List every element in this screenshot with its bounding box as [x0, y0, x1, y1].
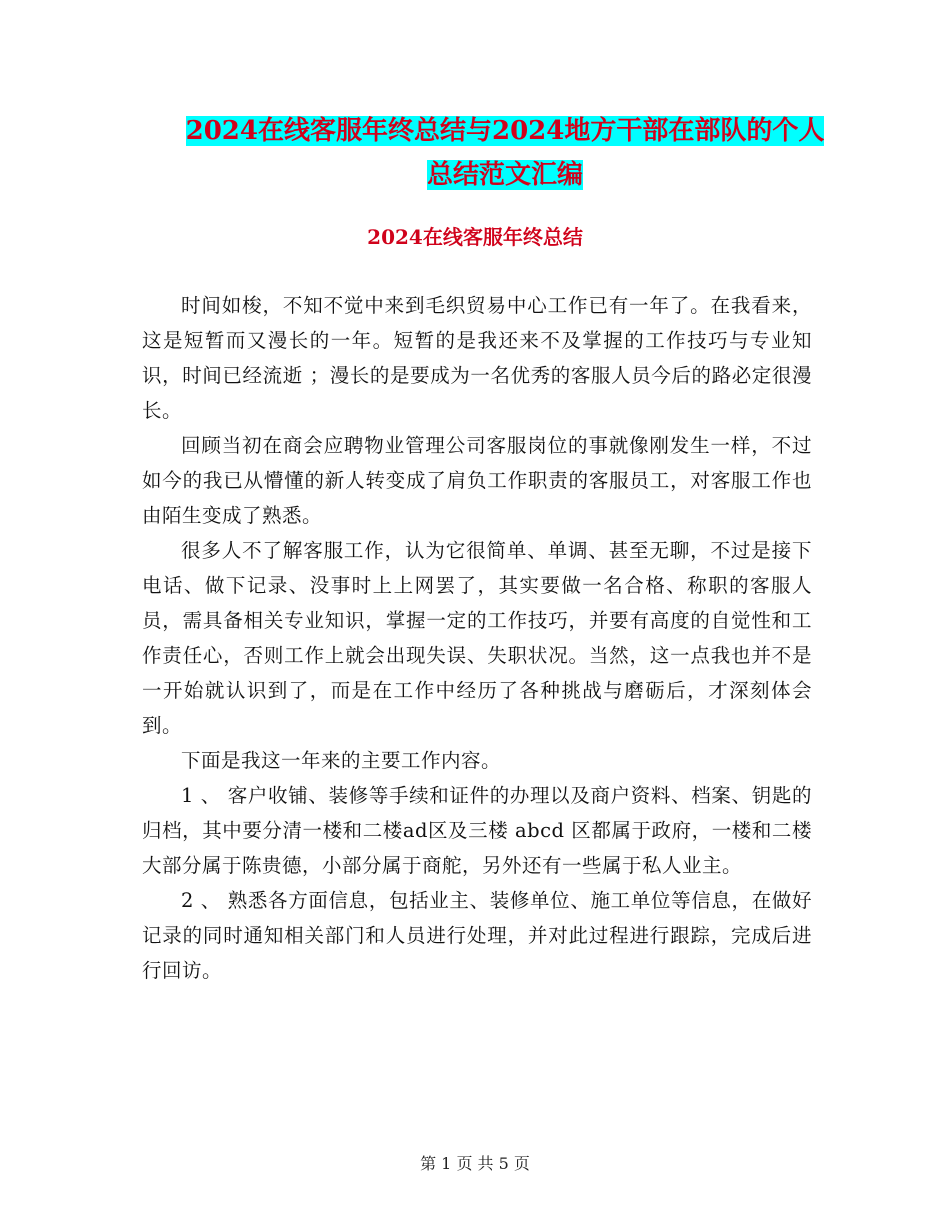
paragraph: 2 、 熟悉各方面信息，包括业主、装修单位、施工单位等信息，在做好记录的同时通知相关部门和人员进行处理，并对此过程进行跟踪，完成后进行回访。 — [142, 889, 812, 982]
paragraph: 很多人不了解客服工作，认为它很简单、单调、甚至无聊，不过是接下电话、做下记录、没事时上上网罢了，其实要做一名合格、称职的客服人员，需具备相关专业知识，掌握一定的工作技巧，并要有高度的自觉性和工作责任心，否则工作上就会出现失误、失职状况。当然，这一点我也并不是一开始就认识到了，而是在工作中经历了各种挑战与磨砺后，才深刻体会到。 — [142, 539, 812, 737]
paragraph: 时间如梭，不知不觉中来到毛织贸易中心工作已有一年了。在我看来，这是短暂而又漫长的一年。短暂的是我还来不及掌握的工作技巧与专业知识，时间已经流逝 ；漫长的是要成为一名优秀的客服人员今后的路必定很漫长。 — [142, 294, 812, 422]
document-title-text-1: 2024在线客服年终总结与2024地方干部在部队的个人 — [185, 116, 825, 146]
paragraph: 下面是我这一年来的主要工作内容。 — [181, 749, 502, 772]
paragraph: 1 、 客户收铺、装修等手续和证件的办理以及商户资料、档案、钥匙的归档，其中要分清一楼和二楼ad区及三楼 abcd 区都属于政府，一楼和二楼大部分属于陈贵德，小部分属于商舵，另外还有一些属于私人业主。 — [142, 784, 812, 877]
paragraph: 回顾当初在商会应聘物业管理公司客服岗位的事就像刚发生一样，不过如今的我已从懵懂的新人转变成了肩负工作职责的客服员工，对客服工作也由陌生变成了熟悉。 — [142, 434, 812, 527]
body-text — [142, 288, 812, 988]
page-footer: 第 1 页 共 5 页 — [420, 1154, 530, 1173]
document-title-text-2: 总结范文汇编 — [426, 160, 583, 190]
section-title: 2024在线客服年终总结 — [367, 225, 583, 249]
document-title-line-2 — [100, 154, 910, 196]
document-title-line-1 — [100, 110, 910, 152]
